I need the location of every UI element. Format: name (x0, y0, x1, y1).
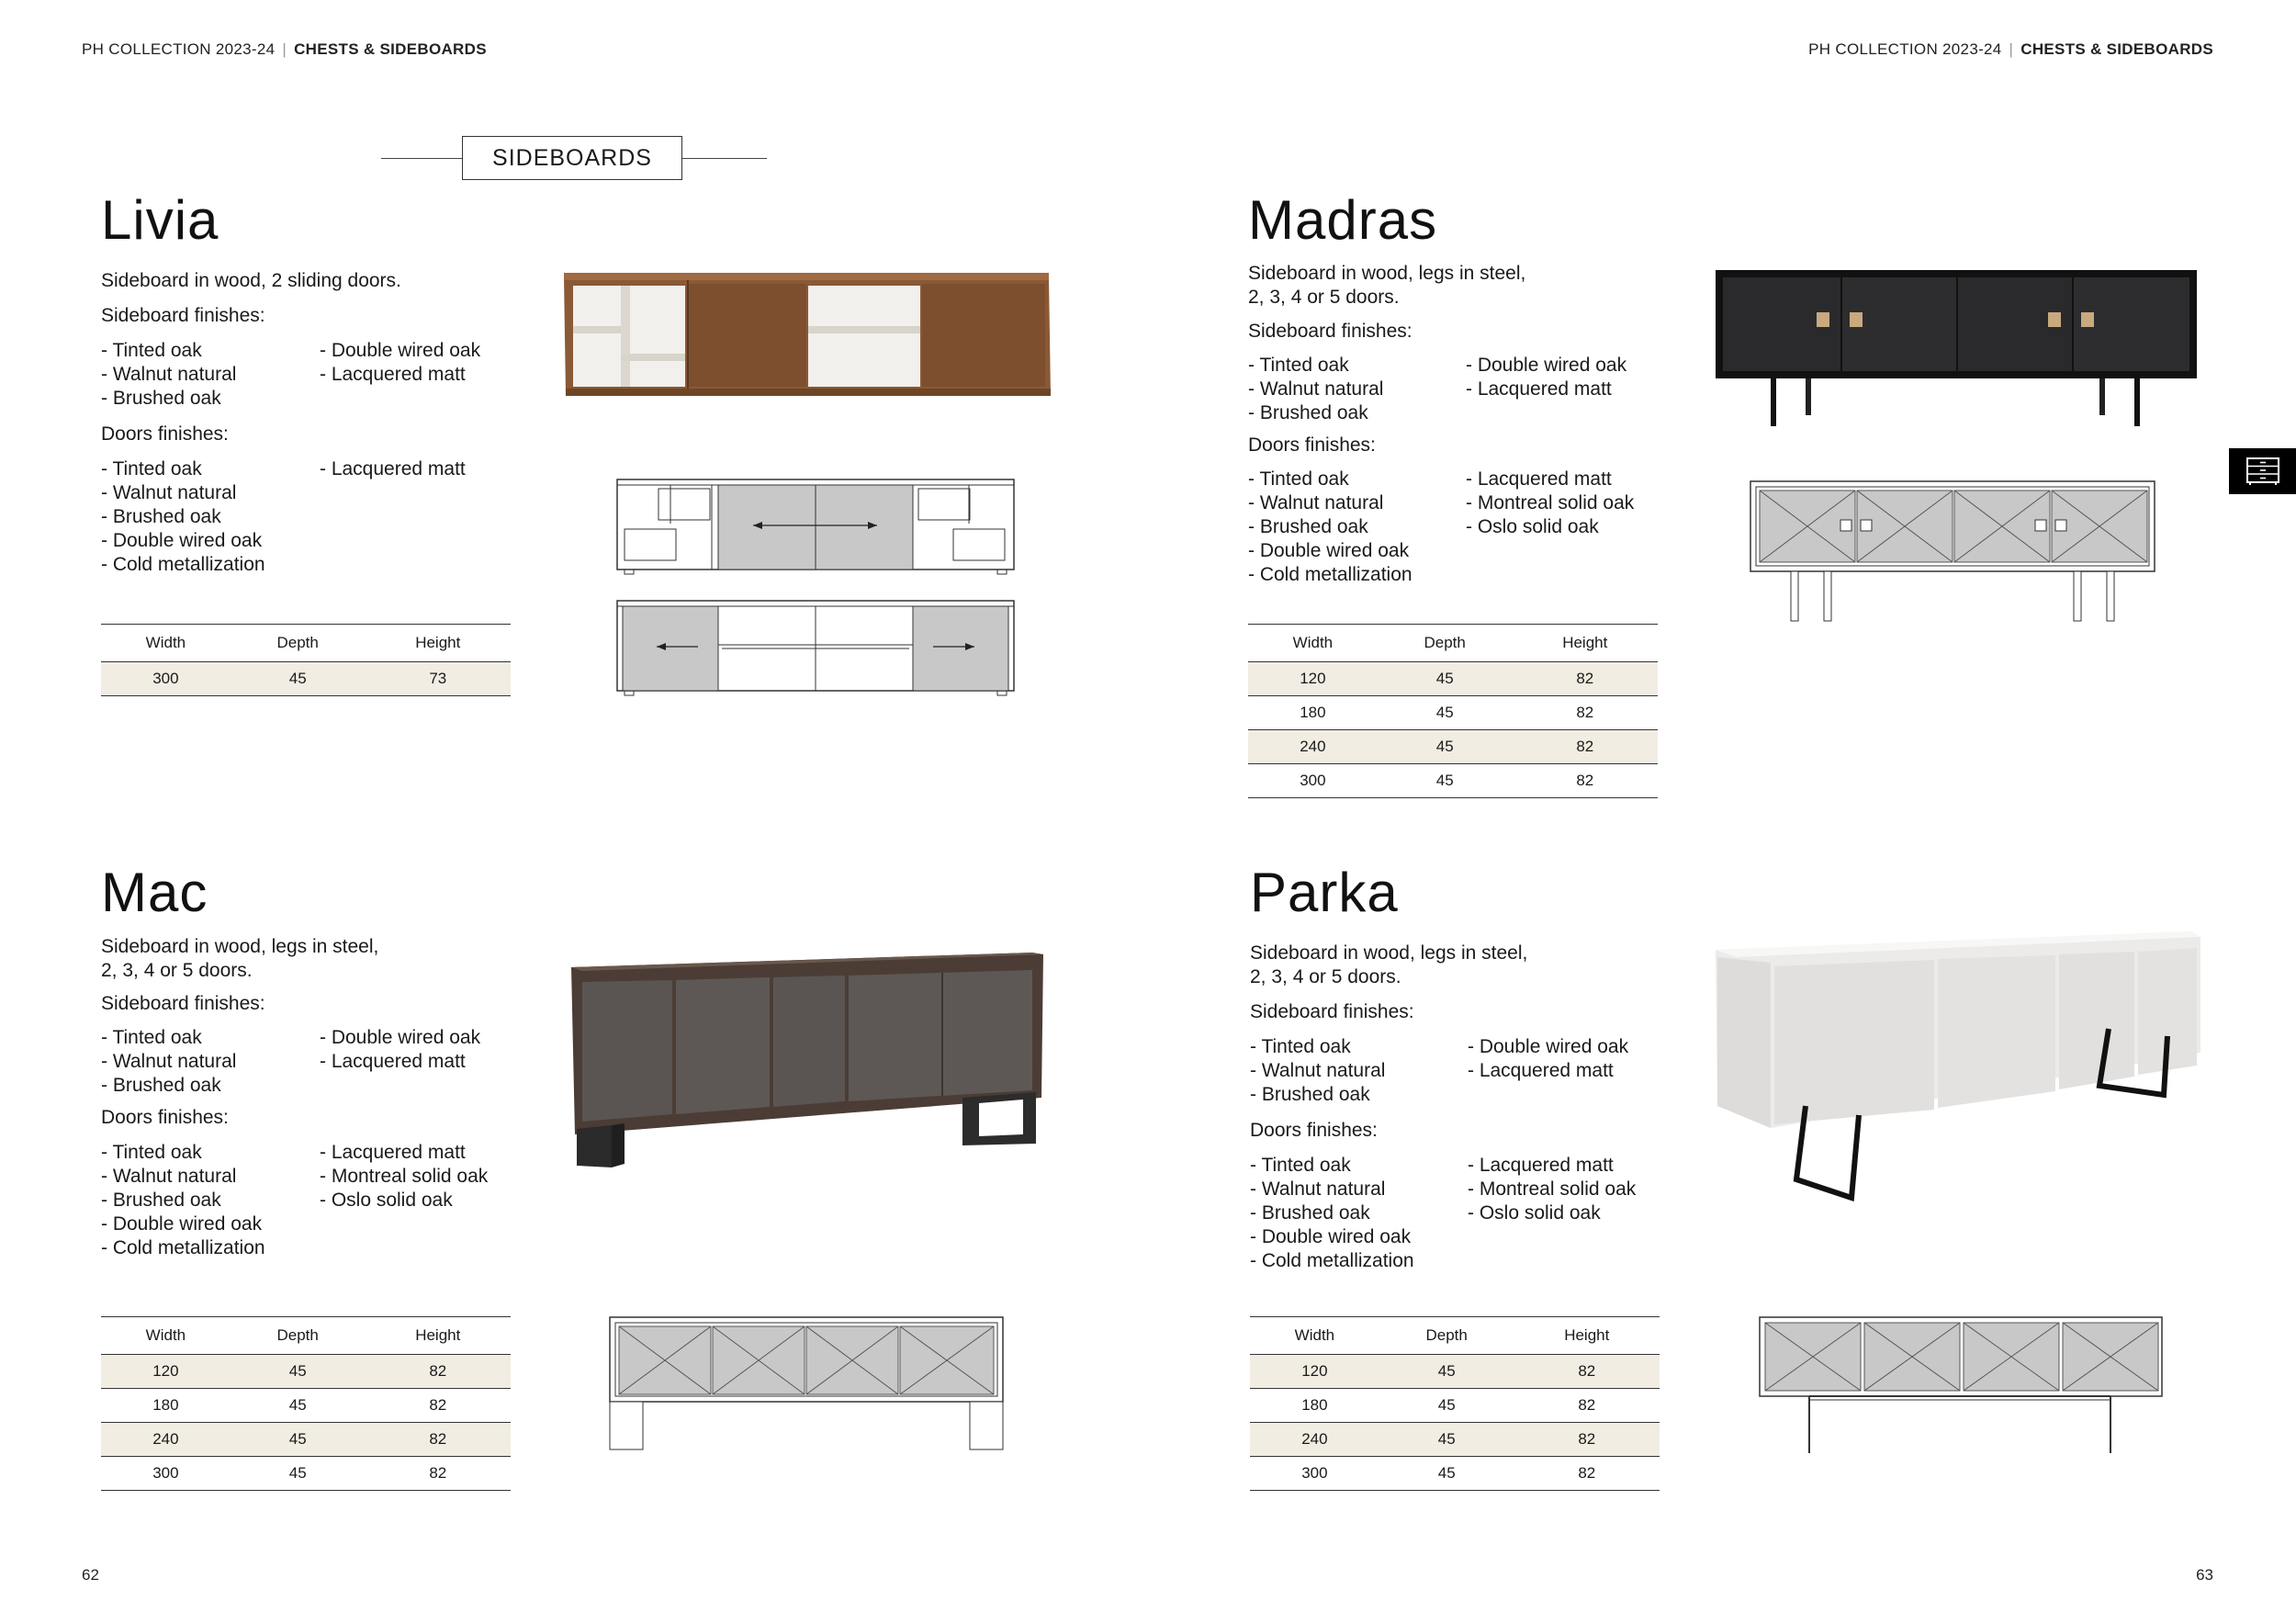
doors-finishes-label: Doors finishes: (1250, 1120, 1378, 1141)
livia-drawing-closed (615, 478, 1016, 577)
table-cell: 82 (1514, 1457, 1660, 1491)
table-cell: 82 (1514, 1423, 1660, 1457)
product-title: Madras (1248, 189, 1438, 251)
table-cell: 240 (101, 1423, 231, 1457)
table-cell: 180 (1250, 1389, 1379, 1423)
description-line: Sideboard in wood, legs in steel, (101, 936, 379, 957)
product-title: Mac (101, 862, 208, 923)
table-cell: 300 (1248, 764, 1378, 798)
sideboard-finishes-list (101, 1026, 236, 1098)
finish-item: - Oslo solid oak (1468, 1202, 1601, 1224)
table-cell: 82 (1513, 730, 1658, 764)
table-row (1248, 696, 1658, 730)
table-cell: 180 (1248, 696, 1378, 730)
sideboard-finishes-list-2 (320, 339, 480, 387)
finish-item: - Brushed oak (1250, 1084, 1370, 1105)
finish-item: - Lacquered matt (320, 1142, 466, 1163)
product-description (1250, 942, 1527, 989)
description-line: Sideboard in wood, legs in steel, (1248, 263, 1526, 284)
doors-finishes-label: Doors finishes: (101, 423, 229, 445)
column-header: Depth (231, 625, 366, 662)
header-separator: | (282, 40, 287, 58)
doors-finishes-list (1250, 1154, 1414, 1273)
page-number-left: 62 (82, 1566, 99, 1584)
finish-item: - Walnut natural (101, 364, 237, 385)
product-title: Parka (1250, 862, 1399, 923)
product-title: Livia (101, 189, 219, 251)
doors-finishes-list (101, 457, 265, 577)
parka-product-photo (1714, 930, 2202, 1201)
finish-item: - Double wired oak (1468, 1036, 1629, 1057)
sideboard-finishes-label: Sideboard finishes: (101, 993, 265, 1014)
side-tab[interactable] (2229, 448, 2296, 494)
table-cell: 82 (1514, 1389, 1660, 1423)
sideboard-finishes-label: Sideboard finishes: (1250, 1001, 1414, 1022)
finish-item: - Walnut natural (101, 1166, 237, 1187)
finish-item: - Brushed oak (1248, 402, 1368, 423)
table-cell: 300 (101, 662, 231, 696)
product-description (1248, 262, 1525, 310)
table-cell: 45 (231, 1389, 366, 1423)
table-cell: 120 (1250, 1355, 1379, 1389)
doors-finishes-list-2 (320, 457, 466, 481)
finish-item: - Walnut natural (1250, 1060, 1386, 1081)
sideboard-finishes-list (1250, 1035, 1385, 1107)
table-header-row (101, 625, 511, 662)
table-cell: 45 (1378, 730, 1513, 764)
finish-item: - Walnut natural (101, 482, 237, 503)
column-header: Width (101, 1317, 231, 1355)
header-collection: PH COLLECTION 2023-24 (82, 40, 276, 58)
table-header-row (101, 1317, 511, 1355)
finish-item: - Montreal solid oak (1468, 1179, 1637, 1200)
page-header-right (1808, 40, 2213, 59)
table-cell: 120 (1248, 662, 1378, 696)
madras-drawing (1749, 479, 2156, 623)
section-tag: SIDEBOARDS (462, 136, 682, 180)
table-cell: 45 (1378, 662, 1513, 696)
table-header-row (1250, 1317, 1660, 1355)
sideboard-finishes-list-2 (320, 1026, 480, 1074)
product-description (101, 269, 401, 293)
livia-product-photo (562, 271, 1051, 401)
table-cell: 82 (366, 1423, 511, 1457)
finish-item: - Brushed oak (1248, 516, 1368, 537)
finish-item: - Double wired oak (101, 530, 263, 551)
table-cell: 82 (366, 1355, 511, 1389)
section-tag-line-right (682, 158, 767, 159)
table-cell: 45 (231, 1457, 366, 1491)
doors-finishes-label: Doors finishes: (1248, 434, 1376, 456)
description-line: 2, 3, 4 or 5 doors. (1250, 966, 1401, 987)
table-cell: 45 (1379, 1389, 1514, 1423)
dimensions-table (1250, 1316, 1660, 1491)
table-cell: 82 (366, 1389, 511, 1423)
table-cell: 82 (1513, 764, 1658, 798)
table-row (1248, 662, 1658, 696)
table-row (101, 1457, 511, 1491)
finish-item: - Lacquered matt (1466, 378, 1612, 400)
table-row (1248, 764, 1658, 798)
finish-item: - Double wired oak (101, 1213, 263, 1235)
table-cell: 300 (101, 1457, 231, 1491)
finish-item: - Montreal solid oak (1466, 492, 1635, 513)
table-row (1250, 1457, 1660, 1491)
finish-item: - Lacquered matt (320, 458, 466, 479)
column-header: Depth (231, 1317, 366, 1355)
finish-item: - Montreal solid oak (320, 1166, 489, 1187)
section-tag-line-left (381, 158, 462, 159)
finish-item: - Double wired oak (320, 1027, 481, 1048)
chest-of-drawers-icon (2245, 457, 2281, 486)
finish-item: - Oslo solid oak (320, 1190, 453, 1211)
table-cell: 82 (1513, 696, 1658, 730)
description-line: Sideboard in wood, legs in steel, (1250, 942, 1528, 964)
finish-item: - Tinted oak (101, 458, 202, 479)
table-cell: 73 (366, 662, 511, 696)
finish-item: - Brushed oak (1250, 1202, 1370, 1224)
description-line: 2, 3, 4 or 5 doors. (1248, 287, 1400, 308)
sideboard-finishes-list (1248, 354, 1383, 425)
header-category: CHESTS & SIDEBOARDS (294, 40, 487, 58)
madras-product-photo (1714, 268, 2199, 434)
finish-item: - Tinted oak (1250, 1036, 1351, 1057)
table-row (101, 1355, 511, 1389)
table-row (1250, 1355, 1660, 1389)
column-header: Depth (1378, 625, 1513, 662)
column-header: Width (1250, 1317, 1379, 1355)
finish-item: - Double wired oak (320, 340, 481, 361)
finish-item: - Tinted oak (101, 340, 202, 361)
doors-finishes-list (1248, 468, 1412, 587)
doors-finishes-list-2 (1466, 468, 1634, 539)
finish-item: - Cold metallization (1248, 564, 1412, 585)
mac-product-photo (569, 951, 1047, 1171)
table-cell: 45 (1379, 1423, 1514, 1457)
sideboard-finishes-list-2 (1466, 354, 1626, 401)
table-cell: 82 (366, 1457, 511, 1491)
finish-item: - Double wired oak (1466, 355, 1627, 376)
finish-item: - Brushed oak (101, 1190, 221, 1211)
finish-item: - Brushed oak (101, 388, 221, 409)
dimensions-table (1248, 624, 1658, 798)
description-line: Sideboard in wood, 2 sliding doors. (101, 270, 401, 291)
finish-item: - Walnut natural (1250, 1179, 1386, 1200)
table-row (101, 1423, 511, 1457)
sideboard-finishes-list-2 (1468, 1035, 1628, 1083)
column-header: Width (1248, 625, 1378, 662)
table-cell: 180 (101, 1389, 231, 1423)
table-cell: 45 (231, 1355, 366, 1389)
page-number-right: 63 (2196, 1566, 2213, 1584)
finish-item: - Cold metallization (101, 554, 265, 575)
finish-item: - Walnut natural (1248, 378, 1384, 400)
mac-drawing (608, 1315, 1005, 1453)
finish-item: - Cold metallization (101, 1237, 265, 1258)
table-cell: 45 (231, 662, 366, 696)
table-row (101, 1389, 511, 1423)
table-cell: 82 (1513, 662, 1658, 696)
finish-item: - Cold metallization (1250, 1250, 1414, 1271)
finish-item: - Walnut natural (1248, 492, 1384, 513)
parka-drawing (1758, 1315, 2164, 1455)
header-collection: PH COLLECTION 2023-24 (1808, 40, 2002, 58)
table-header-row (1248, 625, 1658, 662)
dimensions-table (101, 1316, 511, 1491)
doors-finishes-list-2 (320, 1141, 488, 1212)
header-separator: | (2009, 40, 2014, 58)
finish-item: - Double wired oak (1248, 540, 1410, 561)
table-cell: 45 (1379, 1457, 1514, 1491)
table-cell: 45 (1378, 764, 1513, 798)
finish-item: - Lacquered matt (1468, 1155, 1614, 1176)
finish-item: - Brushed oak (101, 506, 221, 527)
column-header: Height (366, 625, 511, 662)
finish-item: - Tinted oak (101, 1142, 202, 1163)
table-row (101, 662, 511, 696)
table-cell: 82 (1514, 1355, 1660, 1389)
doors-finishes-list-2 (1468, 1154, 1636, 1225)
description-line: 2, 3, 4 or 5 doors. (101, 960, 253, 981)
finish-item: - Tinted oak (1250, 1155, 1351, 1176)
finish-item: - Oslo solid oak (1466, 516, 1599, 537)
finish-item: - Tinted oak (1248, 468, 1349, 490)
finish-item: - Lacquered matt (320, 364, 466, 385)
column-header: Height (1513, 625, 1658, 662)
table-cell: 240 (1250, 1423, 1379, 1457)
sideboard-finishes-list (101, 339, 236, 411)
column-header: Depth (1379, 1317, 1514, 1355)
column-header: Height (1514, 1317, 1660, 1355)
finish-item: - Double wired oak (1250, 1226, 1412, 1247)
table-cell: 240 (1248, 730, 1378, 764)
finish-item: - Lacquered matt (1468, 1060, 1614, 1081)
sideboard-finishes-label: Sideboard finishes: (1248, 321, 1412, 342)
doors-finishes-list (101, 1141, 265, 1260)
doors-finishes-label: Doors finishes: (101, 1107, 229, 1128)
table-row (1250, 1389, 1660, 1423)
column-header: Height (366, 1317, 511, 1355)
header-category: CHESTS & SIDEBOARDS (2020, 40, 2213, 58)
finish-item: - Tinted oak (1248, 355, 1349, 376)
finish-item: - Brushed oak (101, 1075, 221, 1096)
table-cell: 300 (1250, 1457, 1379, 1491)
table-cell: 120 (101, 1355, 231, 1389)
table-cell: 45 (1379, 1355, 1514, 1389)
sideboard-finishes-label: Sideboard finishes: (101, 305, 265, 326)
finish-item: - Tinted oak (101, 1027, 202, 1048)
page-header-left (82, 40, 487, 59)
finish-item: - Lacquered matt (1466, 468, 1612, 490)
dimensions-table (101, 624, 511, 696)
table-row (1248, 730, 1658, 764)
column-header: Width (101, 625, 231, 662)
finish-item: - Walnut natural (101, 1051, 237, 1072)
product-description (101, 935, 378, 983)
livia-drawing-open (615, 599, 1016, 698)
finish-item: - Lacquered matt (320, 1051, 466, 1072)
table-cell: 45 (231, 1423, 366, 1457)
table-cell: 45 (1378, 696, 1513, 730)
table-row (1250, 1423, 1660, 1457)
